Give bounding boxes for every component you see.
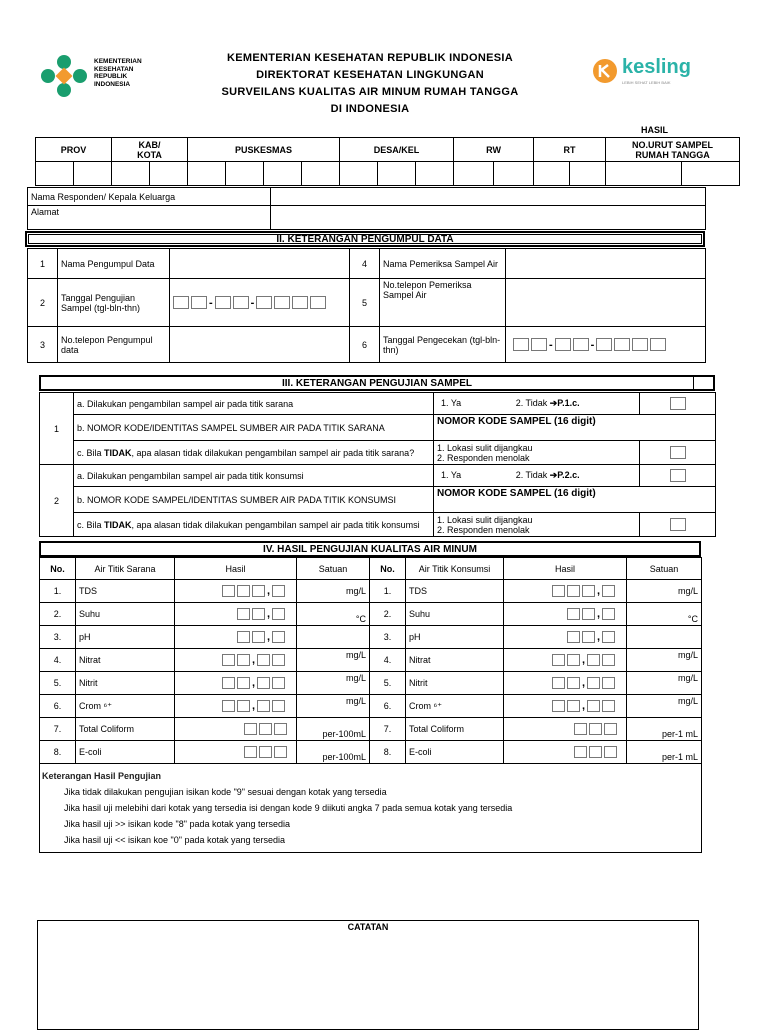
results-no-2: 6. <box>370 695 406 718</box>
s3-group-2-no: 2 <box>40 465 74 537</box>
no-urut-cell-2[interactable] <box>682 162 740 186</box>
hdr-no-urut: NO.URUT SAMPEL RUMAH TANGGA <box>606 138 740 162</box>
hdr-prov: PROV <box>36 138 112 162</box>
results-no-2: 2. <box>370 603 406 626</box>
results-param-2: Total Coliform <box>406 718 504 741</box>
s3-1a-skip: P.1.c. <box>557 398 580 408</box>
s2-label-6: Tanggal Pengecekan (tgl-bln-thn) <box>380 327 506 363</box>
sampling-table <box>39 392 716 537</box>
pusk-cell-4[interactable] <box>302 162 340 186</box>
s3-1c-reasons <box>434 441 640 465</box>
s2-label-2: Tanggal Pengujian Sampel (tgl-bln-thn) <box>58 279 170 327</box>
kesling-logo-icon <box>592 58 618 84</box>
desa-cell-1[interactable] <box>340 162 378 186</box>
s2-no-5: 5 <box>350 279 380 327</box>
s3-1c-reason-2: 2. Responden menolak <box>437 452 530 463</box>
note-item: Jika tidak dilakukan pengujian isikan kode "9" sesuai dengan kotak yang tersedia <box>64 787 387 797</box>
s2-label-4: Nama Pemeriksa Sampel Air <box>380 249 506 279</box>
results-unit-sarana <box>297 626 370 649</box>
section-3-title: III. KETERANGAN PENGUJIAN SAMPEL <box>39 375 715 391</box>
results-unit-konsumsi: mg/L <box>627 672 702 695</box>
results-no: 7. <box>40 718 76 741</box>
results-param: Nitrit <box>76 672 175 695</box>
hdr-kab-kota: KAB/ KOTA <box>112 138 188 162</box>
address-label: Alamat <box>28 206 271 230</box>
results-param: Suhu <box>76 603 175 626</box>
collector-name-field[interactable] <box>170 249 350 279</box>
results-hasil-sarana[interactable]: , <box>175 603 297 626</box>
results-unit-sarana: °C <box>297 603 370 626</box>
examiner-phone-field[interactable] <box>506 279 706 327</box>
results-hasil-sarana[interactable]: , <box>175 649 297 672</box>
results-hdr-hasil: Hasil <box>175 558 297 580</box>
results-no: 2. <box>40 603 76 626</box>
results-notes <box>40 764 702 853</box>
s3-2a-yes: 1. Ya <box>441 470 462 480</box>
title-line-2: DIREKTORAT KESEHATAN LINGKUNGAN <box>256 69 484 81</box>
results-hdr-sarana: Air Titik Sarana <box>76 558 175 580</box>
desa-cell-3[interactable] <box>416 162 454 186</box>
results-unit-sarana: mg/L <box>297 580 370 603</box>
hdr-rt: RT <box>534 138 606 162</box>
rt-cell-1[interactable] <box>534 162 570 186</box>
results-hasil-konsumsi[interactable]: , <box>504 626 627 649</box>
s3-1b-code-label: NOMOR KODE SAMPEL (16 digit) <box>434 415 716 441</box>
results-unit-konsumsi: mg/L <box>627 649 702 672</box>
results-row <box>40 695 702 718</box>
results-hasil-konsumsi[interactable] <box>504 741 627 764</box>
results-param: Nitrat <box>76 649 175 672</box>
results-hdr-no: No. <box>40 558 76 580</box>
s3-2a-no: 2. Tidak <box>515 470 548 480</box>
results-unit-sarana: per-100mL <box>297 718 370 741</box>
s3-1a-options <box>434 393 640 415</box>
results-hdr-satuan-2: Satuan <box>627 558 702 580</box>
kesling-logo <box>592 56 702 90</box>
hdr-puskesmas: PUSKESMAS <box>188 138 340 162</box>
pusk-cell-3[interactable] <box>264 162 302 186</box>
s3-group-1-no: 1 <box>40 393 74 465</box>
results-unit-konsumsi: mg/L <box>627 695 702 718</box>
results-row <box>40 603 702 626</box>
s3-2b-question: b. NOMOR KODE SAMPEL/IDENTITAS SUMBER AIR PADA TITIK KONSUMSI <box>74 487 434 513</box>
catatan-title: CATATAN <box>347 922 389 932</box>
no-urut-cell-1[interactable] <box>606 162 682 186</box>
results-param-2: Suhu <box>406 603 504 626</box>
s3-1c-question: c. Bila TIDAK, apa alasan tidak dilakukan pengambilan sampel air pada titik sarana? <box>74 441 434 465</box>
results-no-2: 8. <box>370 741 406 764</box>
notes-box[interactable] <box>37 920 699 1030</box>
s3-1a-yes: 1. Ya <box>441 398 462 408</box>
results-hasil-konsumsi[interactable]: , <box>504 603 627 626</box>
results-hasil-sarana[interactable]: , <box>175 695 297 718</box>
section-2-title: II. KETERANGAN PENGUMPUL DATA <box>25 231 705 247</box>
desa-cell-2[interactable] <box>378 162 416 186</box>
s3-1a-no: 2. Tidak <box>515 398 548 408</box>
results-unit-sarana: mg/L <box>297 672 370 695</box>
s3-2c-answer-box[interactable] <box>640 513 716 537</box>
results-unit-konsumsi: mg/L <box>627 580 702 603</box>
results-unit-sarana: per-100mL <box>297 741 370 764</box>
results-unit-sarana: mg/L <box>297 649 370 672</box>
results-hasil-sarana[interactable]: , <box>175 580 297 603</box>
results-no: 4. <box>40 649 76 672</box>
pusk-cell-1[interactable] <box>188 162 226 186</box>
collector-table <box>27 248 706 363</box>
s3-2a-skip: P.2.c. <box>557 470 580 480</box>
results-unit-konsumsi: per-1 mL <box>627 741 702 764</box>
kab-cell-1[interactable] <box>112 162 150 186</box>
results-hasil-konsumsi[interactable]: , <box>504 649 627 672</box>
results-param-2: Nitrit <box>406 672 504 695</box>
respondent-name-label: Nama Responden/ Kepala Keluarga <box>28 188 271 206</box>
s3-2a-question: a. Dilakukan pengambilan sampel air pada titik konsumsi <box>74 465 434 487</box>
results-hasil-konsumsi[interactable]: , <box>504 672 627 695</box>
note-item: Jika hasil uji >> isikan kode "8" pada kotak yang tersedia <box>64 819 291 829</box>
hasil-label: HASIL <box>641 125 668 135</box>
s2-label-5: No.telepon Pemeriksa Sampel Air <box>380 279 506 327</box>
section-4-title: IV. HASIL PENGUJIAN KUALITAS AIR MINUM <box>39 541 701 557</box>
results-unit-sarana: mg/L <box>297 695 370 718</box>
results-param-2: pH <box>406 626 504 649</box>
pusk-cell-2[interactable] <box>226 162 264 186</box>
results-param-2: Nitrat <box>406 649 504 672</box>
ministry-logo-text: KEMENTERIAN KESEHATAN REPUBLIK INDONESIA <box>94 58 142 88</box>
kesling-logo-text: kesling <box>622 56 691 78</box>
s2-no-3: 3 <box>28 327 58 363</box>
s3-2a-answer-box[interactable] <box>640 465 716 487</box>
results-param-2: Crom ⁶⁺ <box>406 695 504 718</box>
examiner-name-field[interactable] <box>506 249 706 279</box>
kab-cell-2[interactable] <box>150 162 188 186</box>
rw-cell-1[interactable] <box>454 162 494 186</box>
address-field[interactable] <box>271 206 706 230</box>
s3-2a-options <box>434 465 640 487</box>
s2-no-6: 6 <box>350 327 380 363</box>
results-body <box>40 580 702 764</box>
s2-no-2: 2 <box>28 279 58 327</box>
s2-no-4: 4 <box>350 249 380 279</box>
results-no-2: 7. <box>370 718 406 741</box>
results-param-2: E-coli <box>406 741 504 764</box>
prov-cell-2[interactable] <box>74 162 112 186</box>
results-param: Total Coliform <box>76 718 175 741</box>
results-hdr-konsumsi: Air Titik Konsumsi <box>406 558 504 580</box>
results-no: 8. <box>40 741 76 764</box>
s3-1a-question: a. Dilakukan pengambilan sampel air pada titik sarana <box>74 393 434 415</box>
results-hasil-sarana[interactable] <box>175 718 297 741</box>
results-table <box>39 557 702 853</box>
respondent-table <box>27 187 706 230</box>
results-hasil-konsumsi[interactable]: , <box>504 695 627 718</box>
results-unit-konsumsi <box>627 626 702 649</box>
title-line-3: SURVEILANS KUALITAS AIR MINUM RUMAH TANGGA <box>221 86 519 98</box>
results-row <box>40 649 702 672</box>
note-item: Jika hasil uji << isikan koe "0" pada kotak yang tersedia <box>64 835 286 845</box>
results-param-2: TDS <box>406 580 504 603</box>
results-no: 5. <box>40 672 76 695</box>
s3-2c-reason-1: 1. Lokasi sulit dijangkau <box>437 514 533 525</box>
s2-label-3: No.telepon Pengumpul data <box>58 327 170 363</box>
results-row <box>40 718 702 741</box>
s2-label-1: Nama Pengumpul Data <box>58 249 170 279</box>
results-no: 3. <box>40 626 76 649</box>
results-row <box>40 741 702 764</box>
ministry-logo <box>38 52 158 102</box>
results-hasil-sarana[interactable] <box>175 741 297 764</box>
location-input-row <box>36 162 740 186</box>
s3-2b-code-label: NOMOR KODE SAMPEL (16 digit) <box>434 487 716 513</box>
s3-1b-question: b. NOMOR KODE/IDENTITAS SAMPEL SUMBER AIR PADA TITIK SARANA <box>74 415 434 441</box>
check-date-field[interactable]: - - <box>506 327 706 363</box>
s3-2c-reason-2: 2. Responden menolak <box>437 524 530 535</box>
results-hasil-sarana[interactable]: , <box>175 626 297 649</box>
collector-phone-field[interactable] <box>170 327 350 363</box>
results-hdr-satuan: Satuan <box>297 558 370 580</box>
ministry-logo-icon <box>38 52 90 100</box>
rw-cell-2[interactable] <box>494 162 534 186</box>
results-hasil-konsumsi[interactable]: , <box>504 580 627 603</box>
results-row <box>40 626 702 649</box>
s3-2c-question: c. Bila TIDAK, apa alasan tidak dilakukan pengambilan sampel air pada titik konsumsi <box>74 513 434 537</box>
hdr-desa-kel: DESA/KEL <box>340 138 454 162</box>
respondent-name-field[interactable] <box>271 188 706 206</box>
results-row <box>40 672 702 695</box>
section-3-title-box <box>693 377 713 389</box>
results-no: 6. <box>40 695 76 718</box>
s3-2c-reasons <box>434 513 640 537</box>
results-unit-konsumsi: per-1 mL <box>627 718 702 741</box>
results-no-2: 1. <box>370 580 406 603</box>
results-hdr-no-2: No. <box>370 558 406 580</box>
location-table <box>35 137 740 186</box>
results-row <box>40 580 702 603</box>
results-hdr-hasil-2: Hasil <box>504 558 627 580</box>
results-no-2: 5. <box>370 672 406 695</box>
hdr-rw: RW <box>454 138 534 162</box>
kesling-tagline: LEBIH SEHAT LEBIH BAIK <box>622 80 671 85</box>
arrow-right-icon: ➔ <box>549 398 558 408</box>
s3-1c-reason-1: 1. Lokasi sulit dijangkau <box>437 442 533 453</box>
results-hasil-konsumsi[interactable] <box>504 718 627 741</box>
title-line-4: DI INDONESIA <box>330 103 410 115</box>
notes-title: Keterangan Hasil Pengujian <box>42 771 162 781</box>
results-param: TDS <box>76 580 175 603</box>
results-param: pH <box>76 626 175 649</box>
note-item: Jika hasil uji melebihi dari kotak yang tersedia isi dengan kode 9 diikuti angka 7 pada semua kotak yang tersedia <box>64 803 513 813</box>
title-line-1: KEMENTERIAN KESEHATAN REPUBLIK INDONESIA <box>227 52 513 64</box>
s2-no-1: 1 <box>28 249 58 279</box>
results-no-2: 4. <box>370 649 406 672</box>
results-param: E-coli <box>76 741 175 764</box>
results-no-2: 3. <box>370 626 406 649</box>
form-title <box>170 50 570 118</box>
results-unit-konsumsi: °C <box>627 603 702 626</box>
arrow-right-icon: ➔ <box>549 470 558 480</box>
prov-cell-1[interactable] <box>36 162 74 186</box>
rt-cell-2[interactable] <box>570 162 606 186</box>
results-no: 1. <box>40 580 76 603</box>
s3-1c-answer-box[interactable] <box>640 441 716 465</box>
results-param: Crom ⁶⁺ <box>76 695 175 718</box>
test-date-field[interactable]: - - <box>170 279 350 327</box>
s3-1a-answer-box[interactable] <box>640 393 716 415</box>
results-hasil-sarana[interactable]: , <box>175 672 297 695</box>
